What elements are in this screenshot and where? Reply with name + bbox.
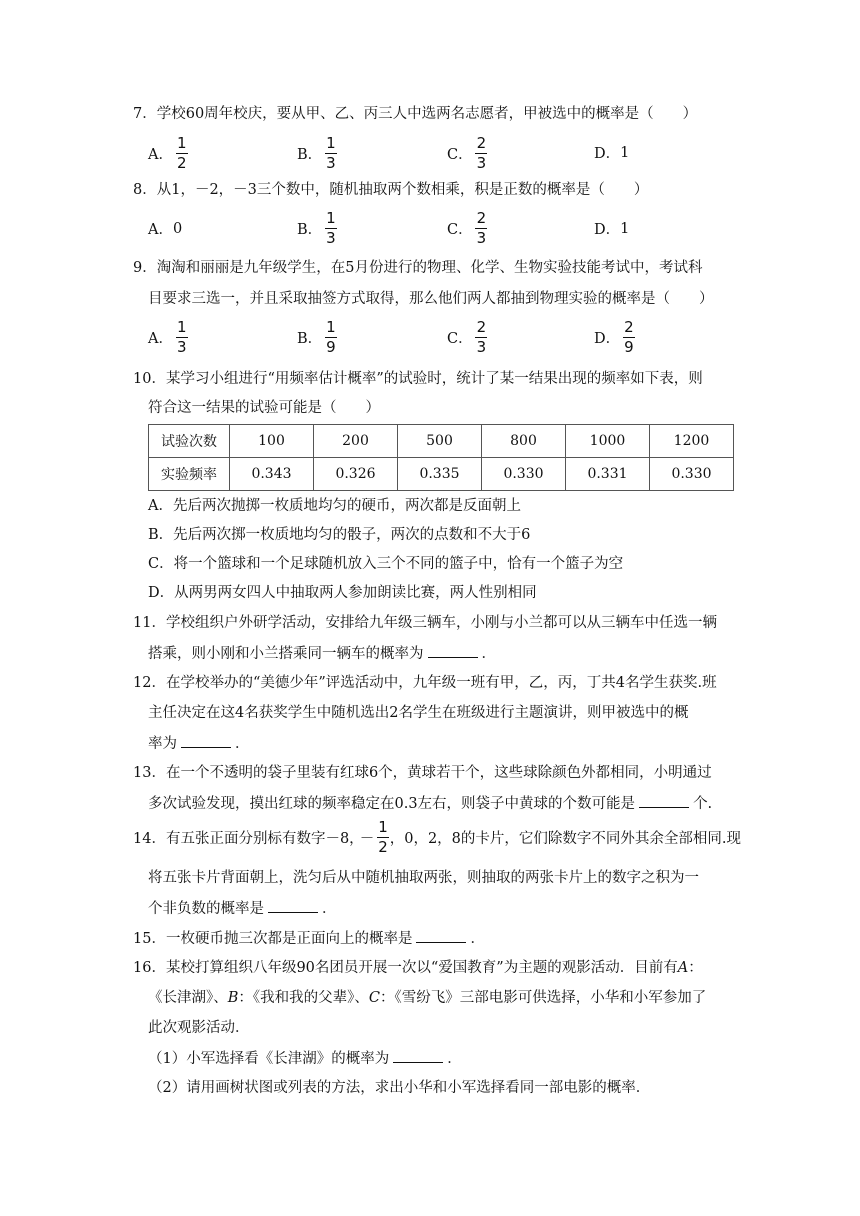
- fraction: $\frac{1}{2}$: [176, 134, 187, 172]
- q8-option-b: B． $\frac{1}{3}$: [297, 209, 336, 247]
- q13-line2: 多次试验发现，摸出红球的频率稳定在0.3左右，则袋子中黄球的个数可能是 个.: [148, 793, 712, 814]
- q16-line1: 16．某校打算组织八年级90名团员开展一次以“爱国教育”为主题的观影活动．目前有A：: [133, 960, 703, 976]
- q12-line2: 主任决定在这4名获奖学生中随机选出2名学生在班级进行主题演讲，则甲被选中的概: [148, 705, 689, 721]
- table-header-row: [149, 425, 734, 458]
- q7-stem: 7．学校60周年校庆，要从甲、乙、丙三人中选两名志愿者，甲被选中的概率是（ ）: [133, 106, 698, 122]
- q11-line1: 11．学校组织户外研学活动，安排给九年级三辆车，小刚与小兰都可以从三辆车中任选一辆: [133, 615, 717, 631]
- answer-blank[interactable]: [416, 928, 466, 943]
- q14-line3: 个非负数的概率是 ．: [148, 898, 337, 919]
- q14-line1: 14．有五张正面分别标有数字－8， － $\frac{1}{2}$ ，0，2，8的卡片，它们除数字不同外其余全部相同.现: [133, 818, 742, 856]
- fraction: $\frac{2}{3}$: [476, 209, 487, 247]
- q8-option-a: A． 0: [148, 220, 183, 238]
- q10-option-a: A．先后两次抛掷一枚质地均匀的硬币，两次都是反面朝上: [148, 498, 521, 514]
- q10-stem-line1: 10．某学习小组进行“用频率估计概率”的试验时，统计了某一结果出现的频率如下表，则: [133, 371, 703, 387]
- q12-line3: 率为 ．: [148, 733, 250, 754]
- table-cell: 0.335: [398, 458, 482, 491]
- table-cell: 0.326: [314, 458, 398, 491]
- q13-line1: 13．在一个不透明的袋子里装有红球6个，黄球若干个，这些球除颜色外都相同，小明通过: [133, 765, 712, 781]
- table-cell: 800: [482, 425, 566, 458]
- q16-sub1: （1）小军选择看《长津湖》的概率为 ．: [148, 1048, 462, 1069]
- q7-option-a: A． $\frac{1}{2}$: [148, 134, 187, 172]
- table-cell: 实验频率: [149, 458, 230, 491]
- q9-option-a: A． $\frac{1}{3}$: [148, 318, 187, 356]
- q16-line3: 此次观影活动．: [148, 1020, 250, 1036]
- q10-stem-line2: 符合这一结果的试验可能是（ ）: [148, 400, 380, 416]
- fraction: $\frac{1}{2}$: [378, 818, 388, 856]
- q10-option-d: D．从两男两女四人中抽取两人参加朗读比赛，两人性别相同: [148, 585, 537, 601]
- table-cell: 500: [398, 425, 482, 458]
- q8-option-c: C． $\frac{2}{3}$: [447, 209, 487, 247]
- q9-stem-line2: 目要求三选一，并且采取抽签方式取得，那么他们两人都抽到物理实验的概率是（ ）: [148, 291, 714, 307]
- fraction: $\frac{1}{3}$: [176, 318, 187, 356]
- q9-option-d: D． $\frac{2}{9}$: [594, 318, 634, 356]
- table-cell: 0.331: [566, 458, 650, 491]
- fraction: $\frac{1}{9}$: [326, 318, 336, 356]
- q7-option-b: B． $\frac{1}{3}$: [297, 134, 336, 172]
- q9-option-c: C． $\frac{2}{3}$: [447, 318, 487, 356]
- q8-stem: 8．从1，－2，－3三个数中，随机抽取两个数相乘，积是正数的概率是（ ）: [133, 182, 649, 198]
- fraction: $\frac{2}{9}$: [624, 318, 634, 356]
- table-cell: 0.330: [482, 458, 566, 491]
- answer-blank[interactable]: [181, 733, 231, 748]
- table-cell: 100: [230, 425, 314, 458]
- fraction: $\frac{1}{3}$: [326, 134, 336, 172]
- table-cell: 1200: [650, 425, 734, 458]
- q9-option-b: B． $\frac{1}{9}$: [297, 318, 336, 356]
- table-cell: 0.343: [230, 458, 314, 491]
- q12-line1: 12．在学校举办的“美德少年”评选活动中，九年级一班有甲，乙，丙，丁共4名学生获奖.班: [133, 675, 717, 691]
- fraction: $\frac{2}{3}$: [476, 134, 487, 172]
- q10-option-b: B．先后两次掷一枚质地均匀的骰子，两次的点数和不大于6: [148, 527, 531, 543]
- table-cell: 200: [314, 425, 398, 458]
- q14-line2: 将五张卡片背面朝上，洗匀后从中随机抽取两张，则抽取的两张卡片上的数字之积为一: [148, 870, 699, 886]
- q10-option-c: C．将一个篮球和一个足球随机放入三个不同的篮子中，恰有一个篮子为空: [148, 556, 624, 572]
- q8-option-d: D． 1: [594, 220, 630, 238]
- table-cell: 0.330: [650, 458, 734, 491]
- q16-line2: 《长津湖》、B：《我和我的父辈》、C：《雪纷飞》三部电影可供选择，小华和小军参加了: [148, 990, 707, 1006]
- answer-blank[interactable]: [393, 1048, 443, 1063]
- answer-blank[interactable]: [639, 793, 689, 808]
- q15-line: 15．一枚硬币抛三次都是正面向上的概率是 ．: [133, 928, 485, 949]
- q7-option-d: D． 1: [594, 144, 630, 162]
- q16-sub2: （2）请用画树状图或列表的方法，求出小华和小军选择看同一部电影的概率．: [148, 1080, 651, 1096]
- q11-line2: 搭乘，则小刚和小兰搭乘同一辆车的概率为 ．: [148, 643, 496, 664]
- frequency-table: [148, 424, 734, 491]
- answer-blank[interactable]: [428, 643, 478, 658]
- fraction: $\frac{1}{3}$: [326, 209, 336, 247]
- q9-stem-line1: 9．淘淘和丽丽是九年级学生，在5月份进行的物理、化学、生物实验技能考试中，考试科: [133, 260, 703, 276]
- q7-option-c: C． $\frac{2}{3}$: [447, 134, 487, 172]
- fraction: $\frac{2}{3}$: [476, 318, 487, 356]
- table-row: [149, 458, 734, 491]
- table-cell: 试验次数: [149, 425, 230, 458]
- table-cell: 1000: [566, 425, 650, 458]
- answer-blank[interactable]: [268, 898, 318, 913]
